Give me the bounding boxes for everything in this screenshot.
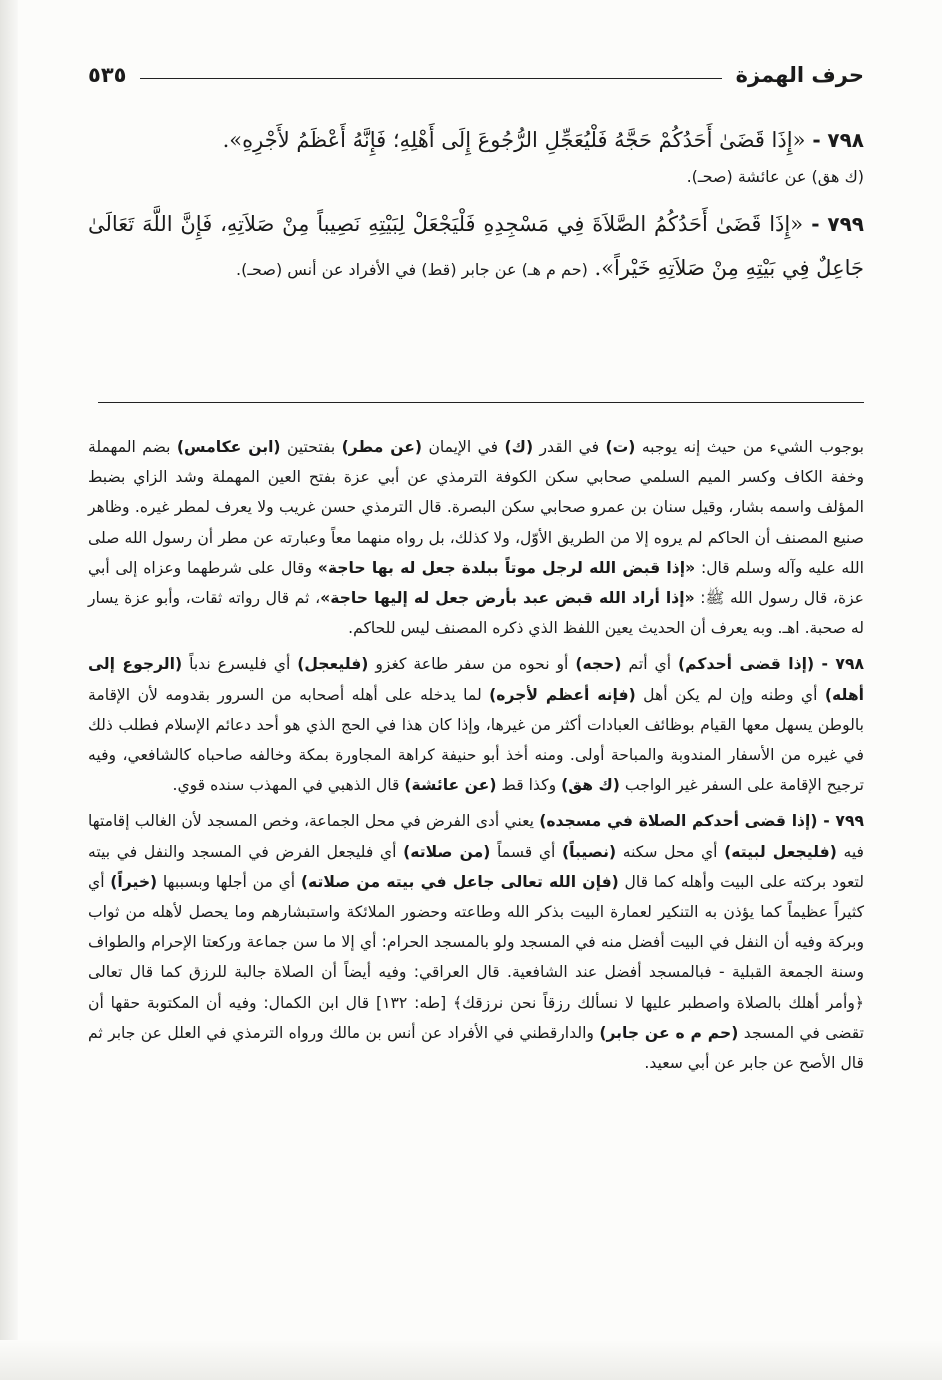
page-bottom-shadow bbox=[0, 1340, 942, 1380]
chapter-title: حرف الهمزة bbox=[735, 63, 864, 87]
running-header bbox=[88, 58, 864, 92]
hadith-799-reference: (حم م هـ) عن جابر (قط) في الأفراد عن أنس (صحـ). bbox=[236, 260, 588, 279]
hadith-798-reference: (ك هق) عن عائشة (صحـ). bbox=[686, 167, 864, 186]
page-number: ٥٣٥ bbox=[88, 63, 127, 87]
commentary-section bbox=[88, 432, 864, 1084]
hadith-text: «إِذَا قَضَىٰ أَحَدُكُمْ حَجَّهُ فَلْيُعَجِّلِ الرُّجُوعَ إِلَى أَهْلِهِ؛ فَإِنَّهُ أَعْظَمُ لأَجْرِهِ». bbox=[222, 128, 806, 152]
hadith-text: «إِذَا قَضَىٰ أَحَدُكُمُ الصَّلاَةَ فِي مَسْجِدِهِ فَلْيَجْعَلْ لِبَيْتِهِ نَصِيباً مِنْ صَلاَتِهِ، فَإِنَّ اللَّهَ تَعَالَىٰ جَاعِلٌ فِي بَيْتِهِ مِنْ صَلاَتِهِ خَيْراً». bbox=[88, 212, 864, 280]
page-edge-shadow bbox=[0, 0, 18, 1380]
commentary-paragraph-799: ٧٩٩ - (إذا قضى أحدكم الصلاة في مسجده) يعني أدى الفرض في محل الجماعة، وخص المسجد لأن الغالب إقامتها فيه (فليجعل لبيته) أي محل سكنه (نصيباً) أي قسماً (من صلاته) أي فليجعل الفرض في المسجد والنفل في بيته لتعود بركته على البيت وأهله كما قال (فإن الله تعالى جاعل في بيته من صلاته) أي من أجلها وبسببها (خيراً) أي كثيراً عظيماً كما يؤذن به التنكير لعمارة البيت بذكر الله وطاعته وحضور الملائكة واستبشارهم وما يحصل لأهله من ثواب وبركة وفيه أن النفل في البيت أفضل منه في المسجد ولو بالمسجد الحرام: أي إلا ما سن جماعة وركعتا الإحرام والطواف وسنة الجمعة القبلية - فبالمسجد أفضل عند الشافعية. قال العراقي: وفيه أيضاً أن الصلاة جالبة للرزق كما قال تعالى ﴿وأمر أهلك بالصلاة واصطبر عليها لا نسألك رزقاً نحن نرزقك﴾ [طه: ١٣٢] قال ابن الكمال: وفيه أن المكتوبة حقها أن تقضى في المسجد (حم م ه عن جابر) والدارقطني في الأفراد عن أنس بن مالك ورواه الترمذي في العلل عن جابر ثم قال الأصح عن جابر عن أبي سعيد. bbox=[88, 812, 865, 1073]
hadith-number: ٧٩٨ bbox=[827, 128, 864, 152]
hadith-799: ٧٩٩ - «إِذَا قَضَىٰ أَحَدُكُمُ الصَّلاَةَ فِي مَسْجِدِهِ فَلْيَجْعَلْ لِبَيْتِهِ نَصِيباً مِنْ صَلاَتِهِ، فَإِنَّ اللَّهَ تَعَالَىٰ جَاعِلٌ فِي بَيْتِهِ مِنْ صَلاَتِهِ خَيْراً». (حم م هـ) عن جابر (قط) في الأفراد عن أنس (صحـ). bbox=[88, 212, 864, 280]
footnote-divider bbox=[98, 402, 864, 403]
hadith-text-section bbox=[88, 118, 864, 292]
commentary-paragraph-798: ٧٩٨ - (إذا قضى أحدكم) أي أتم (حجه) أو نحوه من سفر طاعة كغزو (فليعجل) أي فليسرع ندباً (الرجوع إلى أهله) أي وطنه وإن لم يكن أهل (فإنه أعظم لأجره) لما يدخله على أهله أصحابه من السرور بقدومه لأن الإقامة بالوطن يسهل معها القيام بوظائف العبادات أكثر من غيرها، وإذا كان هذا في الحج الذي هو أحد دعائم الإسلام فطلب ذلك في غيره من الأسفار المندوبة والمباحة أولى. ومنه أخذ أبو حنيفة كراهة المجاورة بمكة وخالفه صاحباه كالشافعي، وفيه ترجيح الإقامة على السفر غير الواجب (ك هق) وكذا قط (عن عائشة) قال الذهبي في المهذب سنده قوي. bbox=[88, 655, 864, 795]
header-rule bbox=[140, 78, 721, 79]
hadith-number: ٧٩٩ bbox=[827, 212, 864, 236]
hadith-798: ٧٩٨ - «إِذَا قَضَىٰ أَحَدُكُمْ حَجَّهُ فَلْيُعَجِّلِ الرُّجُوعَ إِلَى أَهْلِهِ؛ فَإِنَّهُ أَعْظَمُ لأَجْرِهِ». bbox=[222, 128, 864, 152]
commentary-paragraph-continuation: بوجوب الشيء من حيث إنه يوجبه (ت) في القدر (ك) في الإيمان (عن مطر) بفتحتين (ابن عكامس) بضم المهملة وخفة الكاف وكسر الميم السلمي صحابي سكن الكوفة الترمذي عن أبي عزة بفتح العين المهملة وشد الزاي بضبط المؤلف واسمه بشار، وقيل سنان بن عمرو صحابي سكن البصرة. قال الترمذي حسن غريب ولا يعرف لمطر غيره. وظاهر صنيع المصنف أن الحاكم لم يروه إلا من الطريق الأوّل، ولا كذلك، بل رواه منهما معاً وعبارته عن مطر أن رسول الله صلى الله عليه وآله وسلم قال: «إذا قبض الله لرجل موتاً ببلدة جعل له بها حاجة» وقال على شرطهما وعزاه إلى أبي عزة، قال رسول الله ﷺ: «إذا أراد الله قبض عبد بأرض جعل له إليها حاجة»، ثم قال رواته ثقات، وأبو عزة يسار له صحبة. اهـ. وبه يعرف أن الحديث يعين اللفظ الذي ذكره المصنف ليس للحاكم. bbox=[88, 438, 864, 638]
